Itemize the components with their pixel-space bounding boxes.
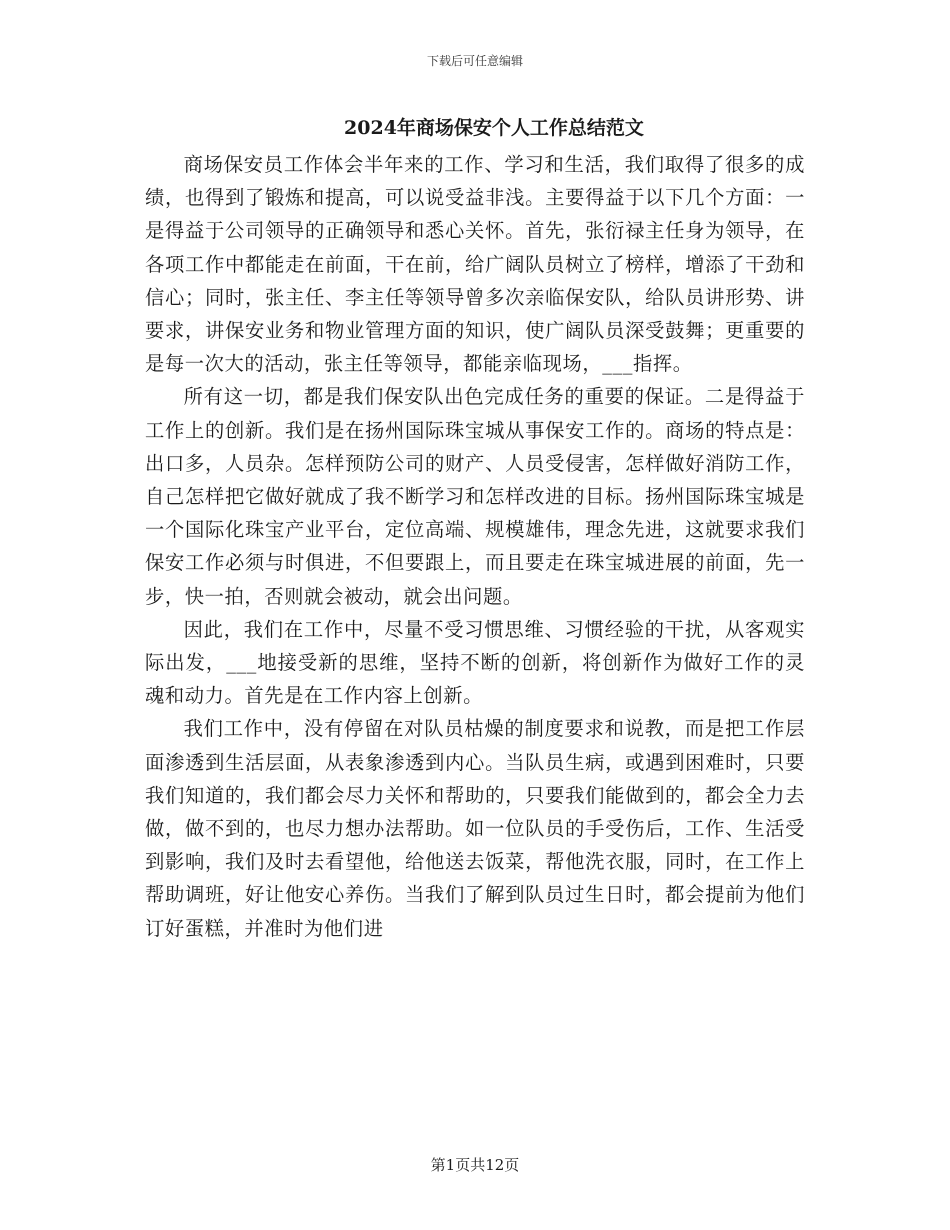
- page-number: 第1页共12页: [430, 1156, 520, 1174]
- document-body: [145, 148, 805, 945]
- paragraph-1: 商场保安员工作体会半年来的工作、学习和生活，我们取得了很多的成绩，也得到了锻炼和提高，可以说受益非浅。主要得益于以下几个方面：一是得益于公司领导的正确领导和悉心关怀。首先，张衍禄主任身为领导，在各项工作中都能走在前面，干在前，给广阔队员树立了榜样，增添了干劲和信心；同时，张主任、李主任等领导曾多次亲临保安队，给队员讲形势、讲要求，讲保安业务和物业管理方面的知识，使广阔队员深受鼓舞；更重要的是每一次大的活动，张主任等领导，都能亲临现场，___指挥。: [145, 153, 805, 376]
- header-note: 下载后可任意编辑: [426, 54, 523, 68]
- paragraph-2: 所有这一切，都是我们保安队出色完成任务的重要的保证。二是得益于工作上的创新。我们是在扬州国际珠宝城从事保安工作的。商场的特点是：出口多，人员杂。怎样预防公司的财产、人员受侵害，怎样做好消防工作，自己怎样把它做好就成了我不断学习和怎样改进的目标。扬州国际珠宝城是一个国际化珠宝产业平台，定位高端、规模雄伟，理念先进，这就要求我们保安工作必须与时俱进，不但要跟上，而且要走在珠宝城进展的前面，先一步，快一拍，否则就会被动，就会出问题。: [145, 385, 805, 608]
- paragraph-4: 我们工作中，没有停留在对队员枯燥的制度要求和说教，而是把工作层面渗透到生活层面，从表象渗透到内心。当队员生病，或遇到困难时，只要我们知道的，我们都会尽力关怀和帮助的，只要我们能做到的，都会全力去做，做不到的，也尽力想办法帮助。如一位队员的手受伤后，工作、生活受到影响，我们及时去看望他，给他送去饭菜，帮他洗衣服，同时，在工作上帮助调班，好让他安心养伤。当我们了解到队员过生日时，都会提前为他们订好蛋糕，并准时为他们进: [145, 717, 805, 940]
- paragraph-3: 因此，我们在工作中，尽量不受习惯思维、习惯经验的干扰，从客观实际出发，___地接受新的思维，坚持不断的创新，将创新作为做好工作的灵魂和动力。首先是在工作内容上创新。: [145, 617, 805, 708]
- document-title: 2024年商场保安个人工作总结范文: [344, 117, 644, 139]
